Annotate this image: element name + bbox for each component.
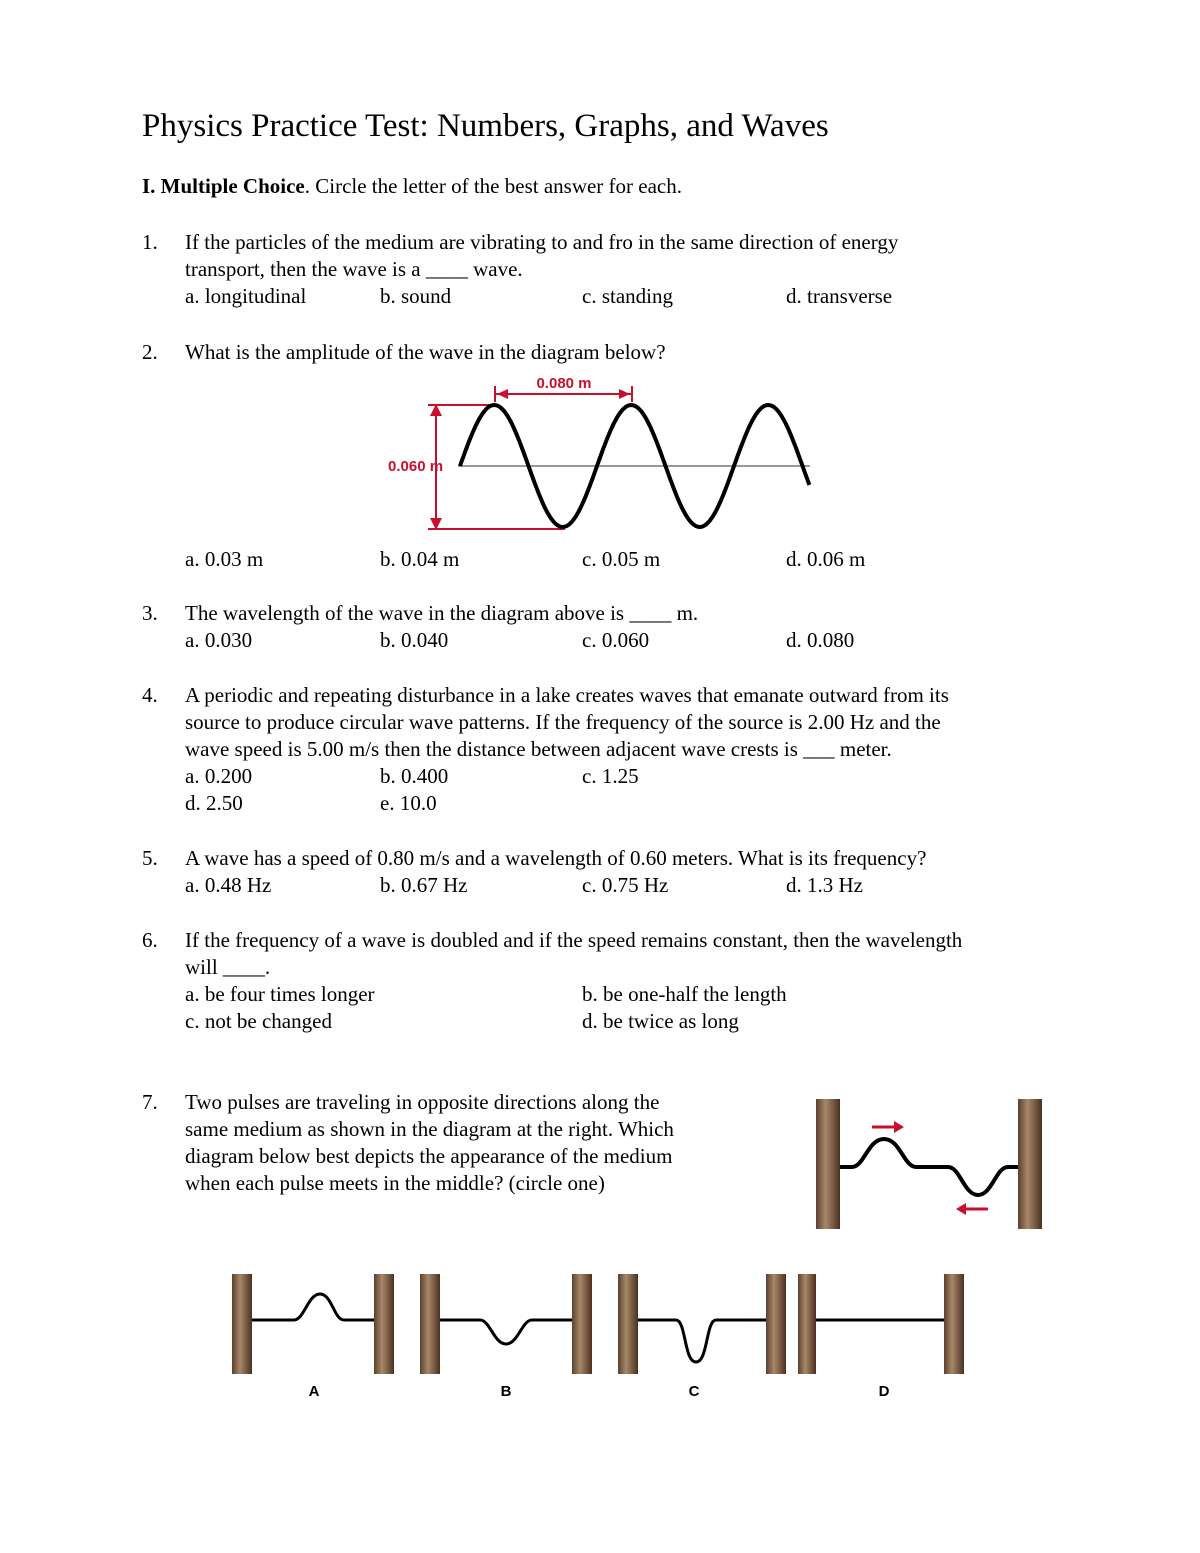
question-text: A wave has a speed of 0.80 m/s and a wavelength of 0.60 meters. What is its frequency? [185,846,927,870]
choice-c-label[interactable]: C [688,1383,700,1400]
question-text: The wavelength of the wave in the diagram above is ____ m. [185,601,699,625]
answer-option[interactable]: c. 0.060 [582,628,650,652]
answer-option[interactable]: c. 1.25 [582,764,639,788]
question-text: Two pulses are traveling in opposite directions along the [185,1090,660,1114]
question-number: 3. [142,601,158,625]
answer-option[interactable]: d. 1.3 Hz [786,873,863,897]
question-number: 4. [142,683,158,707]
answer-option[interactable]: a. 0.03 m [185,547,264,571]
wave-diagram [380,370,820,540]
choice-d-label[interactable]: D [878,1383,890,1400]
question-number: 2. [142,340,158,364]
question-text: source to produce circular wave patterns. If the frequency of the source is 2.00 Hz and the [185,710,941,734]
answer-option[interactable]: a. 0.48 Hz [185,873,272,897]
answer-option[interactable]: c. 0.75 Hz [582,873,669,897]
answer-option[interactable]: d. transverse [786,284,893,308]
pulses-diagram [812,1095,1052,1235]
choice-b-label[interactable]: B [500,1383,512,1400]
answer-option[interactable]: b. 0.400 [380,764,449,788]
question-text: What is the amplitude of the wave in the diagram below? [185,340,666,364]
section-instruction: . Circle the letter of the best answer for each. [304,174,683,198]
section-label: I. Multiple Choice [142,174,305,198]
pulse-choices [228,1270,968,1410]
section-heading [142,174,682,199]
choice-a-label[interactable]: A [308,1383,320,1400]
answer-option[interactable]: b. 0.040 [380,628,449,652]
choice-a-diagram[interactable] [232,1274,394,1400]
choice-d-diagram[interactable] [798,1274,964,1400]
question-number: 1. [142,230,158,254]
choice-c-diagram[interactable] [618,1274,786,1400]
question-number: 7. [142,1090,158,1114]
answer-option[interactable]: b. be one-half the length [582,982,787,1006]
answer-option[interactable]: c. not be changed [185,1009,332,1033]
answer-option[interactable]: a. 0.030 [185,628,253,652]
answer-option[interactable]: a. longitudinal [185,284,307,308]
question-text: will ____. [185,955,271,979]
question-number: 6. [142,928,158,952]
answer-option[interactable]: d. 0.06 m [786,547,866,571]
question-number: 5. [142,846,158,870]
question-text: when each pulse meets in the middle? (circle one) [185,1171,605,1195]
choice-b-diagram[interactable] [420,1274,592,1400]
answer-option[interactable]: b. 0.67 Hz [380,873,468,897]
question-text: transport, then the wave is a ____ wave. [185,257,523,281]
height-label: 0.060 m [388,458,444,475]
answer-option[interactable]: b. 0.04 m [380,547,460,571]
answer-option[interactable]: b. sound [380,284,452,308]
wavelength-label: 0.080 m [536,375,592,392]
question-text: If the frequency of a wave is doubled and if the speed remains constant, then the wavelength [185,928,963,952]
answer-option[interactable]: a. be four times longer [185,982,375,1006]
answer-option[interactable]: a. 0.200 [185,764,253,788]
question-text: A periodic and repeating disturbance in a lake creates waves that emanate outward from its [185,683,949,707]
page-title: Physics Practice Test: Numbers, Graphs, and Waves [142,108,829,144]
question-text: wave speed is 5.00 m/s then the distance between adjacent wave crests is ___ meter. [185,737,892,761]
answer-option[interactable]: d. 2.50 [185,791,243,815]
question-text: If the particles of the medium are vibrating to and fro in the same direction of energy [185,230,899,254]
answer-option[interactable]: c. standing [582,284,673,308]
question-text: diagram below best depicts the appearance of the medium [185,1144,673,1168]
answer-option[interactable]: e. 10.0 [380,791,437,815]
answer-option[interactable]: c. 0.05 m [582,547,661,571]
question-text: same medium as shown in the diagram at the right. Which [185,1117,674,1141]
answer-option[interactable]: d. be twice as long [582,1009,739,1033]
answer-option[interactable]: d. 0.080 [786,628,855,652]
